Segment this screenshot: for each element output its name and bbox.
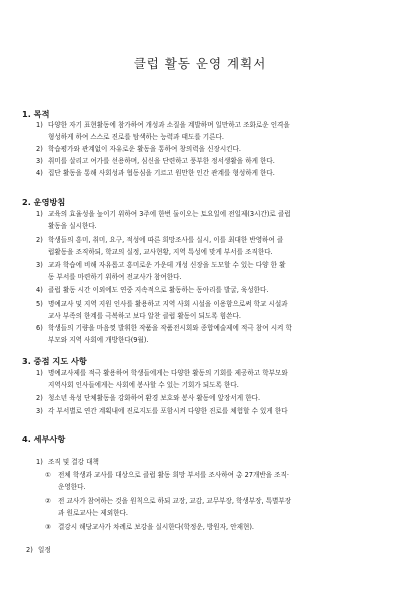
sub-item: ③ 결강시 해당교사가 차례로 보강을 실시한다(학정운, 방원자, 안재현). [45,523,254,531]
list-item: 4) 집단 활동을 통해 사회성과 협동심을 기르고 원만한 인간 관계를 형성하게 한다. [36,169,275,177]
list-item: 6) 학생들의 기량을 마음껏 발휘한 작품을 작품전시회와 종합예술제에 적극 참여 시켜 학 부모와 지역 사회에 개방한다(9월). [36,324,292,345]
list-item: 3) 취미를 살리고 여가를 선용하며, 심신을 단련하고 풍부한 정서생활을 하게 한다. [36,157,275,165]
list-item: 1) 명예교사제를 적극 활용하여 학생들에게는 다양한 활동의 기회를 제공하고 학부모와 지역사회 인사들에게는 사회에 봉사할 수 있는 기회가 되도록 한다. [36,369,288,390]
list-item: 2) 일정 [26,546,51,554]
list-item: 5) 명예교사 및 지역 지원 인사를 활용하고 지역 사회 시설을 이용함으로써 학교 시설과 교사 부족의 한계를 극복하고 보다 알찬 클럽 활동이 되도록 힘쓴다. [36,300,288,321]
sub-item: ② 전 교사가 참여하는 것을 원칙으로 하되 교장, 교감, 교무부장, 학생부장, 특별부장 과 원로교사는 제외한다. [45,497,292,518]
document-title: 클럽 활동 운영 계획서 [133,56,267,71]
list-item: 4) 클럽 활동 시간 이외에도 연중 지속적으로 활동하는 동아리를 발굴, 육성한다. [36,286,269,294]
section-heading: 1. 목적 [22,109,50,119]
section-heading: 2. 운영방침 [22,197,66,207]
list-item: 2) 청소년 육성 단체활동을 강화하여 환경 보호와 봉사 활동에 앞장서게 한다. [36,394,261,402]
list-item: 1) 조직 및 결강 대책 [36,458,99,466]
list-item: 2) 학습평가와 관계없이 자유로운 활동을 통하여 창의력을 신장시킨다. [36,145,242,153]
list-item: 1) 다양한 자기 표현활동에 참가하여 개성과 소질을 계발하며 일만하고 조화로운 인격을 형성하게 하여 스스로 진로를 탐색하는 능력과 태도를 기른다. [36,121,290,142]
section-heading: 3. 중점 지도 사항 [22,356,87,366]
list-item: 1) 교육의 효율성을 높이기 위하여 3주에 한번 둘이오는 토요일에 전일제(3시간)로 클럽 활동을 실시한다. [36,210,291,231]
list-item: 3) 각 부서별로 연간 계획내에 진로지도를 포함시켜 다양한 진로를 체험할 수 있게 한다 [36,407,288,415]
section-heading: 4. 세부사항 [22,434,66,444]
sub-item: ① 전체 학생과 교사를 대상으로 클럽 활동 희망 부서를 조사하여 총 27개반을 조직· 운영한다. [45,471,289,492]
list-item: 3) 교과 학습에 비해 자유롭고 흥미로운 가운데 개성 신장을 도모할 수 있는 다양 한 활 동 부서를 마련하기 위하여 전교사가 참여한다. [36,261,286,282]
list-item: 2) 학생들의 흥미, 취미, 요구, 적성에 따른 희망조사를 실시, 이를 최대한 반영하여 클 럽활동을 조직하되, 학교의 실정, 교사현황, 지역 특성에 맞게 부서를 조직한다. [36,236,284,257]
